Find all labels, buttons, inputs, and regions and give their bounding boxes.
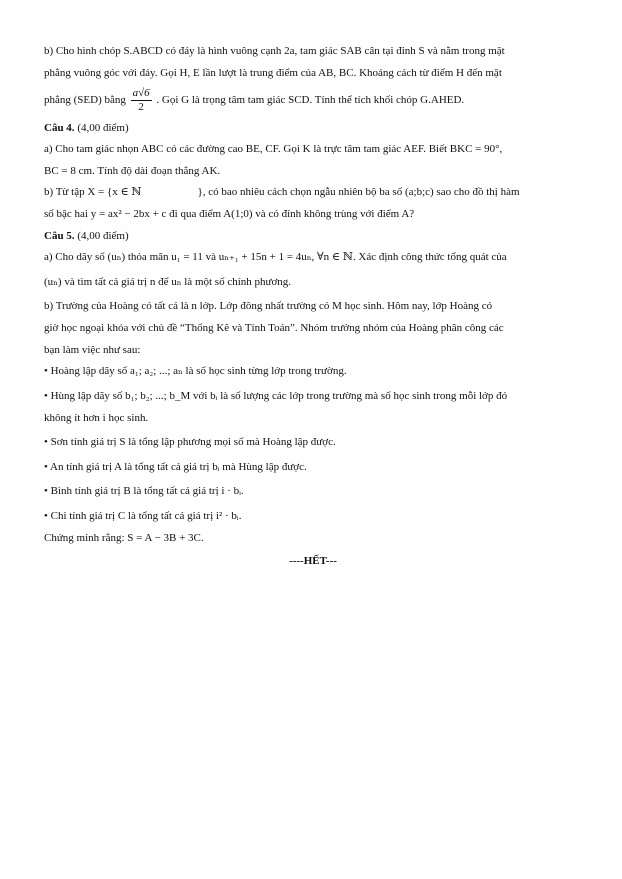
- question-4: [44, 121, 582, 223]
- q4b-line-1: [44, 185, 582, 201]
- bullet-hoang: • Hoàng lập dãy số a₁; a₂; ...; aₙ là số học sinh từng lớp trong trường.: [44, 365, 347, 378]
- q5-points: (4,00 điểm): [77, 229, 129, 242]
- q3b-line-3-end: . Gọi G là trọng tâm tam giác SCD. Tính thể tích khối chóp G.AHED.: [156, 94, 465, 107]
- q5-heading: [44, 229, 582, 245]
- q4b-set-start: b) Từ tập X = {x ∈ ℕ: [44, 186, 142, 199]
- q5b-line-1: b) Trường của Hoàng có tất cả là n lớp. Lớp đông nhất trường có M học sinh. Hôm nay, lớp Hoàng có: [44, 300, 493, 313]
- fraction-numerator: a√6: [131, 87, 152, 101]
- q4b-line-2: số bậc hai y = ax² − 2bx + c đi qua điểm A(1;0) và có đỉnh không trùng với điểm A?: [44, 208, 415, 221]
- q5a-line-2: (uₙ) và tìm tất cả giá trị n để uₙ là một số chính phương.: [44, 275, 292, 288]
- bullet-hung-line-2: không ít hơn i học sinh.: [44, 411, 149, 424]
- bullet-hung-line-1: • Hùng lập dãy số b₁; b₂; ...; b_M với bᵢ là số lượng các lớp trong trường mà số học sinh trong mỗi lớp đó: [44, 389, 508, 402]
- prove-statement: Chứng minh rằng: S = A − 3B + 3C.: [44, 531, 204, 544]
- q3b-line-2: phẳng vuông góc với đáy. Gọi H, E lần lượt là trung điểm của AB, BC. Khoảng cách từ điểm H đến mặt: [44, 66, 502, 79]
- q3b-line-3: [44, 87, 582, 114]
- q4a-line-2: BC = 8 cm. Tính độ dài đoạn thẳng AK.: [44, 164, 221, 177]
- q4-title: Câu 4.: [44, 121, 75, 134]
- q3b-line-3-start: phẳng (SED) bằng: [44, 94, 126, 107]
- fraction-denominator: 2: [138, 101, 144, 114]
- q3b-line-1: b) Cho hình chóp S.ABCD có đáy là hình vuông cạnh 2a, tam giác SAB cân tại đỉnh S và nằm trong mặt: [44, 45, 505, 57]
- end-mark: ----HẾT---: [289, 555, 337, 568]
- bullet-an: • An tính giá trị A là tổng tất cả giá trị bᵢ mà Hùng lập được.: [44, 460, 307, 473]
- q4-points: (4,00 điểm): [77, 121, 129, 134]
- q4-heading: [44, 121, 582, 137]
- question-5: [44, 229, 582, 547]
- exam-page: [44, 44, 582, 570]
- q4a-line-1: a) Cho tam giác nhọn ABC có các đường cao BE, CF. Gọi K là trực tâm tam giác AEF. Biết BKC = 90°,: [44, 143, 503, 156]
- bullet-binh: • Bình tính giá trị B là tổng tất cả giá trị i · bᵢ.: [44, 485, 244, 498]
- q5a-line-1: a) Cho dãy số (uₙ) thỏa mãn u₁ = 11 và uₙ₊₁ + 15n + 1 = 4uₙ, ∀n ∈ ℕ. Xác định công thức tổng quát của: [44, 251, 507, 264]
- q5b-line-2: giờ học ngoại khóa với chủ đề “Thống Kê và Tính Toán”. Nhóm trưởng nhóm của Hoàng phân công các: [44, 322, 504, 335]
- q4b-set-end: }, có bao nhiêu cách chọn ngẫu nhiên bộ ba số (a;b;c) sao cho đồ thị hàm: [197, 186, 520, 199]
- bullet-chi: • Chi tính giá trị C là tổng tất cả giá trị i² · bᵢ.: [44, 509, 242, 522]
- bullet-son: • Sơn tính giá trị S là tổng lập phương mọi số mà Hoàng lập được.: [44, 436, 336, 449]
- distance-fraction: [131, 87, 152, 114]
- question-3b: [44, 44, 582, 115]
- q5b-line-3: bạn làm việc như sau:: [44, 343, 141, 356]
- q5-title: Câu 5.: [44, 229, 75, 242]
